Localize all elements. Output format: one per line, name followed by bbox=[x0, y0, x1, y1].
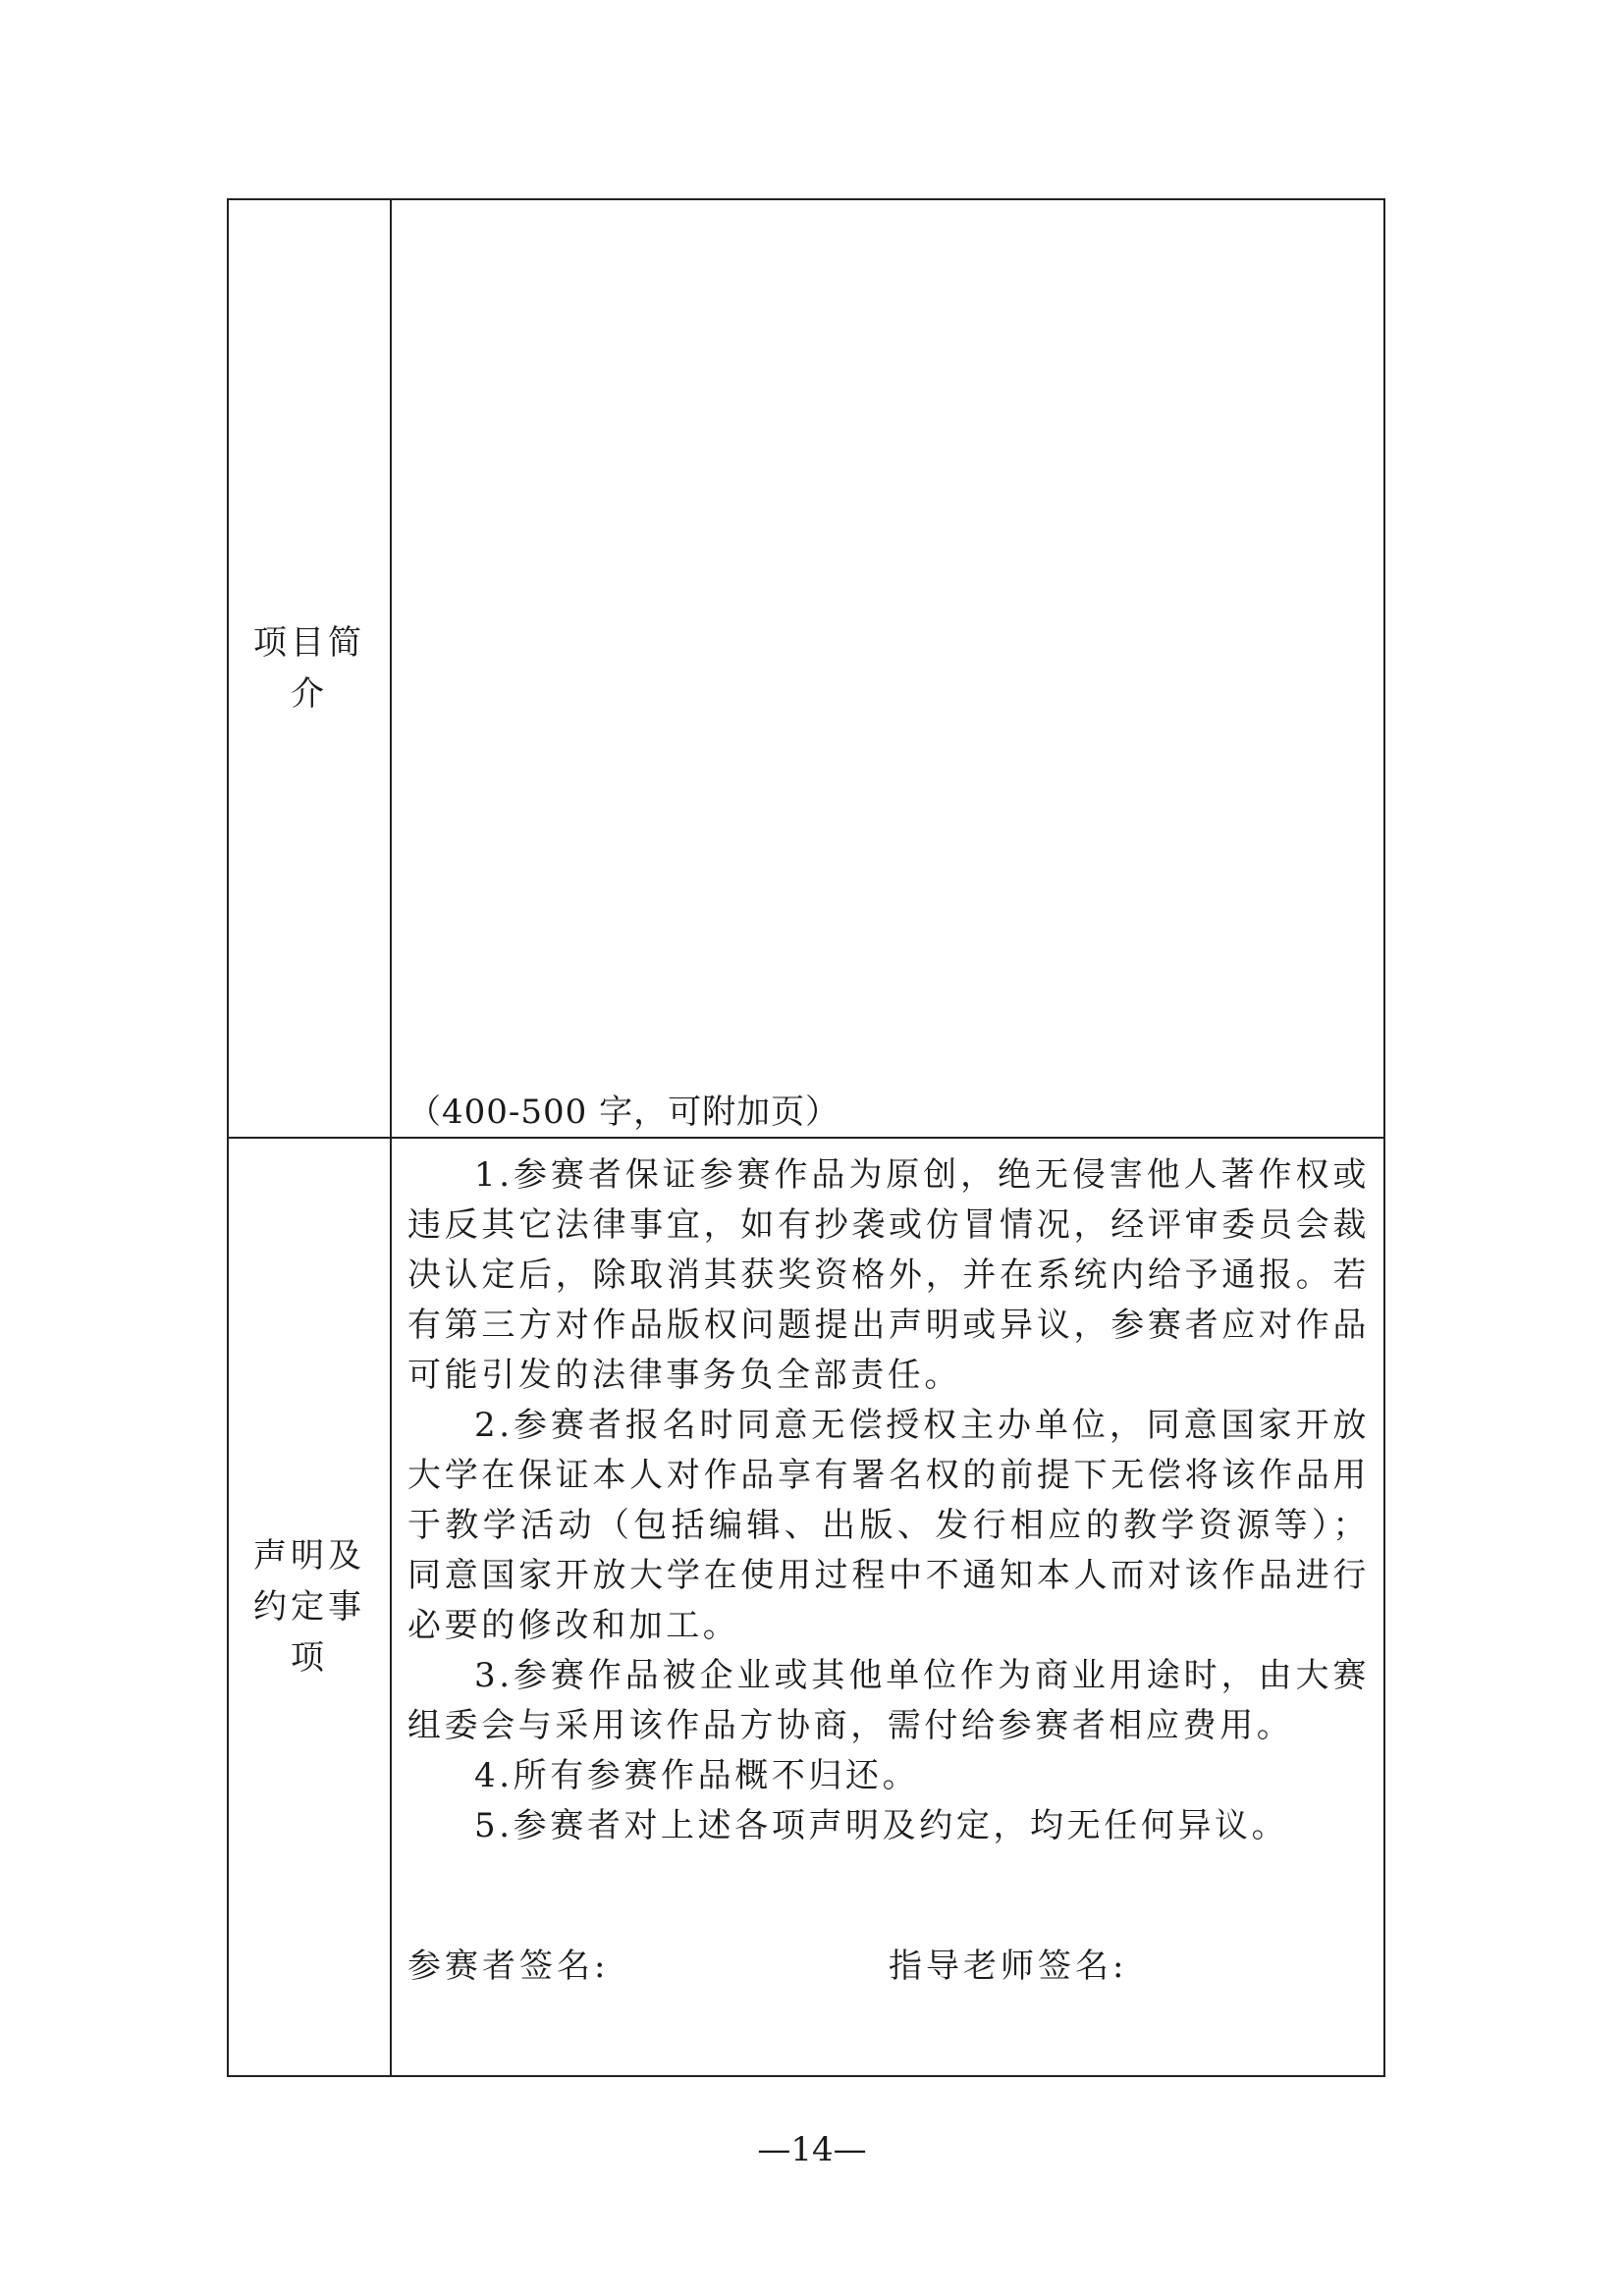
project-intro-field[interactable] bbox=[391, 199, 1384, 1138]
word-count-note: （400-500 字，可附加页） bbox=[407, 1093, 840, 1132]
declaration-label: 声明及约定事项 bbox=[253, 1536, 365, 1678]
declaration-item-3: 3.参赛作品被企业或其他单位作为商业用途时，由大赛组委会与采用该作品方协商，需付给参赛者相应费用。 bbox=[407, 1656, 1370, 1745]
project-intro-label-cell bbox=[228, 199, 391, 1138]
form-table bbox=[227, 198, 1385, 2077]
declaration-content-cell bbox=[391, 1138, 1384, 2076]
declaration-item-4: 4.所有参赛作品概不归还。 bbox=[474, 1756, 920, 1795]
signature-row bbox=[407, 1942, 1370, 2020]
declaration-label-cell bbox=[228, 1138, 391, 2076]
project-intro-label: 项目简介 bbox=[253, 623, 365, 714]
declaration-item-5: 5.参赛者对上述各项声明及约定，均无任何异议。 bbox=[474, 1806, 1289, 1845]
page-number: —14— bbox=[757, 2130, 867, 2169]
declaration-item-2: 2.参赛者报名时同意无偿授权主办单位，同意国家开放大学在保证本人对作品享有署名权的前提下无偿将该作品用于教学活动（包括编辑、出版、发行相应的教学资源等）；同意国家开放大学在使用过程中不通知本人而对该作品进行必要的修改和加工。 bbox=[407, 1406, 1370, 1645]
project-intro-row bbox=[228, 199, 1384, 1138]
participant-signature-label: 参赛者签名: bbox=[407, 1947, 610, 1986]
declaration-row bbox=[228, 1138, 1384, 2076]
advisor-signature-label: 指导老师签名: bbox=[889, 1947, 1128, 1986]
declaration-item-1: 1.参赛者保证参赛作品为原创，绝无侵害他人著作权或违反其它法律事宜，如有抄袭或仿冒情况，经评审委员会裁决认定后，除取消其获奖资格外，并在系统内给予通报。若有第三方对作品版权问题提出声明或异议，参赛者应对作品可能引发的法律事务负全部责任。 bbox=[407, 1155, 1370, 1395]
